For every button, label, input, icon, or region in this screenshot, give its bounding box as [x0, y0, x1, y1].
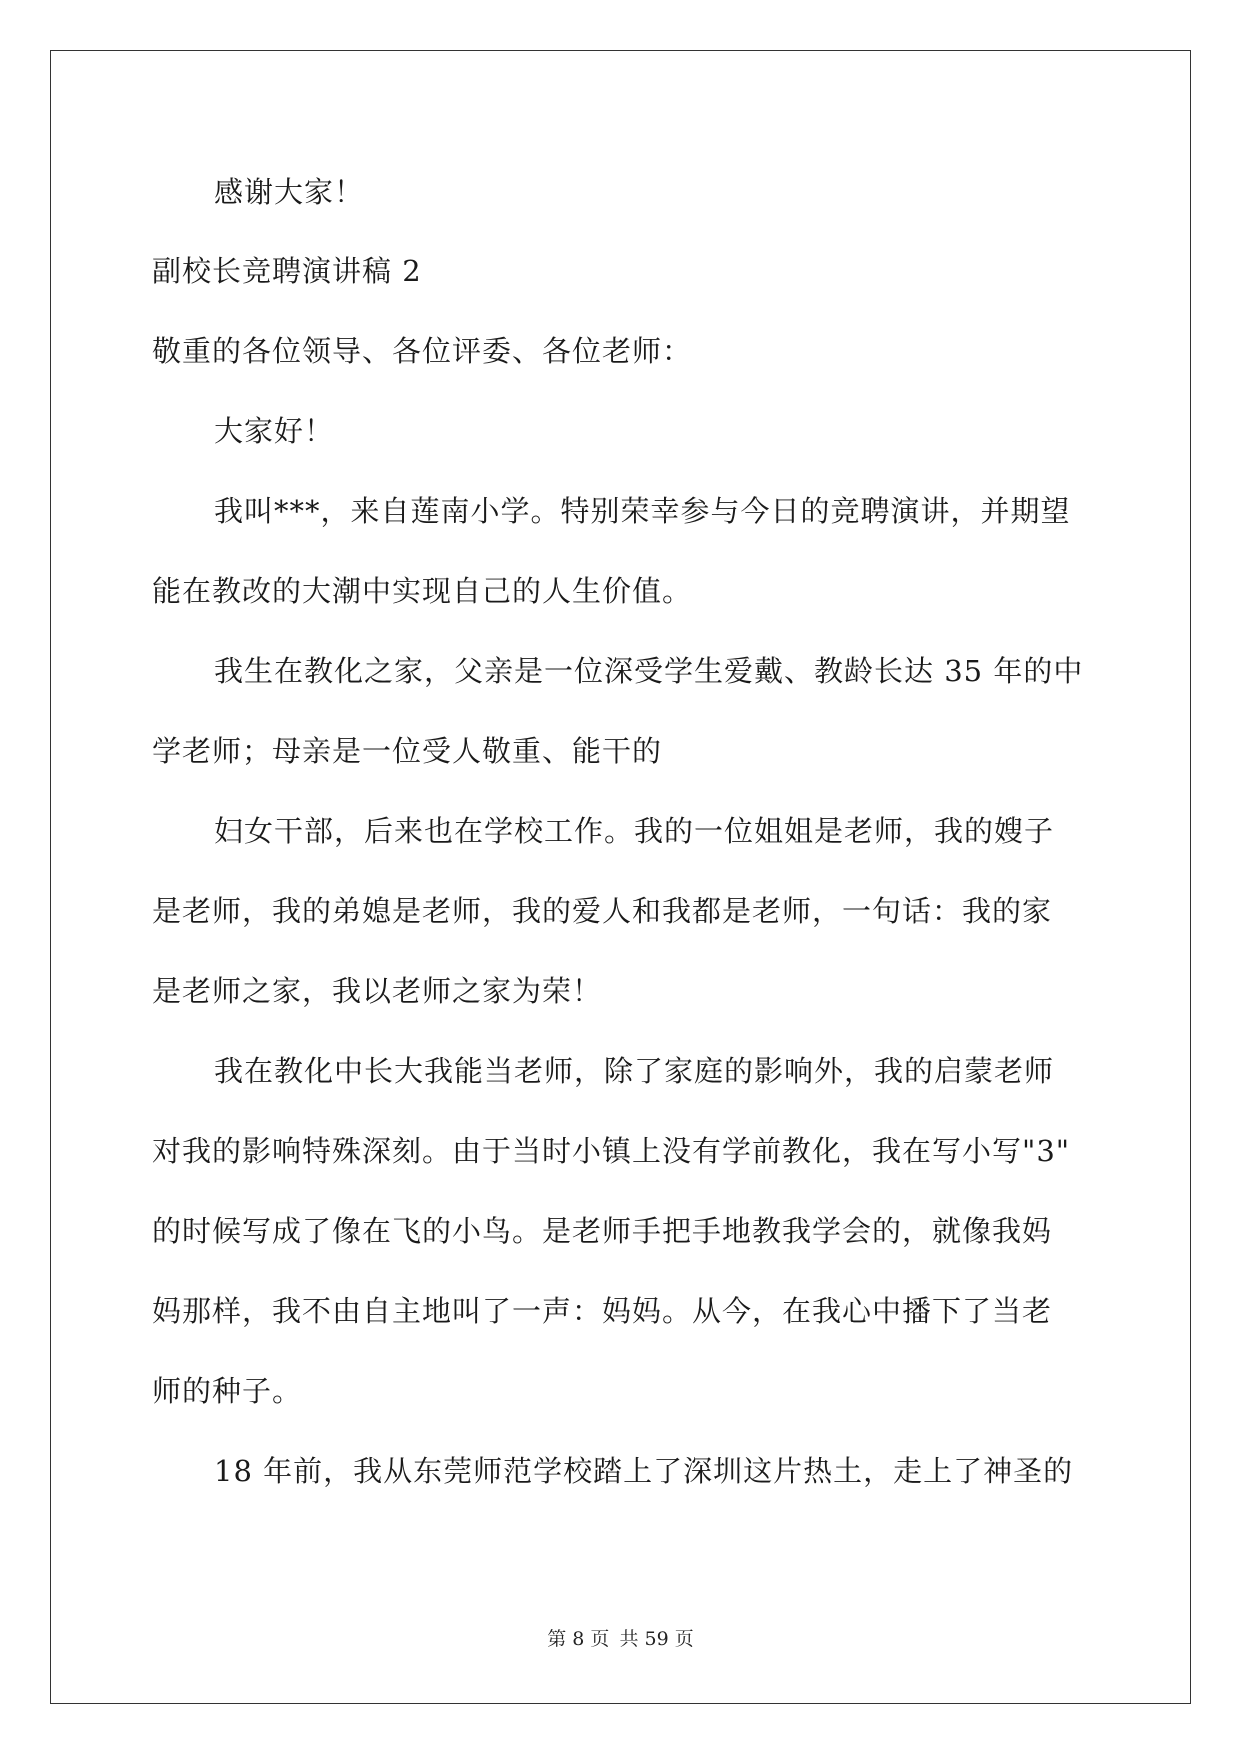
- text-line-7: 我生在教化之家，父亲是一位深受学生爱戴、教龄长达 35 年的中: [214, 654, 1084, 688]
- greeting: 大家好！: [214, 414, 335, 448]
- text-line-13: 对我的影响特殊深刻。由于当时小镇上没有学前教化，我在写小写"3": [152, 1134, 1071, 1168]
- page-footer: [0, 1624, 1241, 1651]
- text-line-9: 妇女干部，后来也在学校工作。我的一位姐姐是老师，我的嫂子: [214, 814, 1055, 848]
- text-line-10: 是老师，我的弟媳是老师，我的爱人和我都是老师，一句话：我的家: [152, 894, 1053, 928]
- text-line-8: 学老师；母亲是一位受人敬重、能干的: [152, 734, 663, 768]
- text-line-11: 是老师之家，我以老师之家为荣！: [152, 974, 603, 1008]
- text-line-16: 师的种子。: [152, 1374, 303, 1408]
- section-heading: 副校长竞聘演讲稿 2: [152, 254, 422, 288]
- text-line-17: 18 年前，我从东莞师范学校踏上了深圳这片热土，走上了神圣的: [214, 1454, 1074, 1488]
- total-pages-label: 共 59 页: [619, 1628, 694, 1650]
- text-line-14: 的时候写成了像在飞的小鸟。是老师手把手地教我学会的，就像我妈: [152, 1214, 1053, 1248]
- text-line-6: 能在教改的大潮中实现自己的人生价值。: [152, 574, 693, 608]
- text-line-5: 我叫***，来自莲南小学。特别荣幸参与今日的竞聘演讲，并期望: [214, 494, 1071, 528]
- text-line-15: 妈那样，我不由自主地叫了一声：妈妈。从今，在我心中播下了当老: [152, 1294, 1053, 1328]
- salutation: 敬重的各位领导、各位评委、各位老师：: [152, 334, 693, 368]
- current-page-label: 第 8 页: [547, 1628, 610, 1650]
- text-line-12: 我在教化中长大我能当老师，除了家庭的影响外，我的启蒙老师: [214, 1054, 1055, 1088]
- text-line-1: 感谢大家！: [214, 175, 365, 209]
